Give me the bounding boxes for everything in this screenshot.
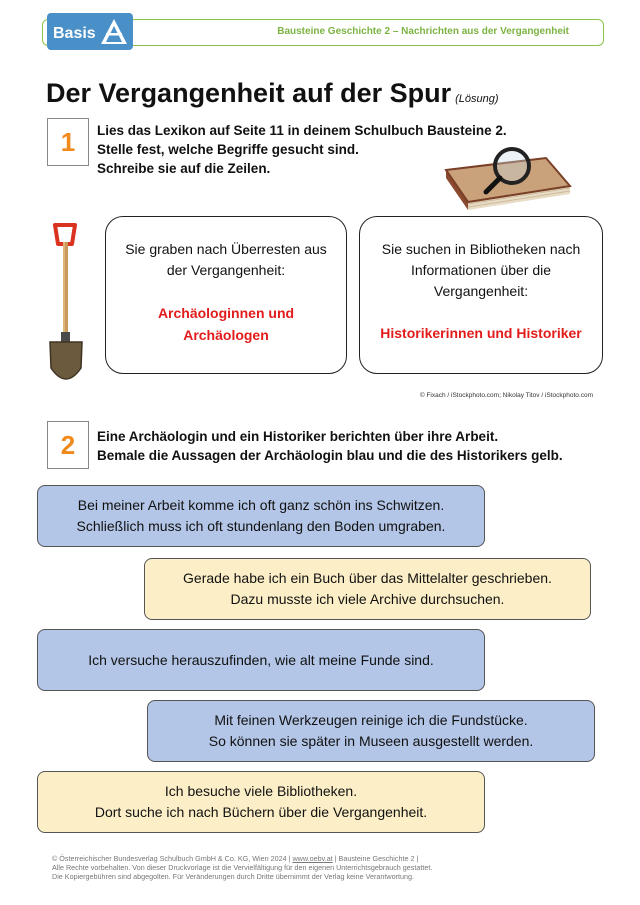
basis-logo [47, 13, 133, 50]
clue-line: Sie graben nach Überresten aus [125, 241, 327, 257]
footer-text: | Bausteine Geschichte 2 | [332, 854, 419, 863]
answer-line: Archäologen [183, 327, 269, 343]
series-title: Bausteine Geschichte 2 – Nachrichten aus der Vergangenheit [277, 26, 569, 37]
page-title [46, 78, 499, 109]
page-title-text: Der Vergangenheit auf der Spur [46, 78, 452, 108]
statement-line: Dort suche ich nach Büchern über die Vergangenheit. [94, 804, 428, 820]
statement-box [37, 485, 485, 547]
footer [52, 854, 432, 881]
footer-line-2: Alle Rechte vorbehalten. Von dieser Druckvorlage ist die Vervielfältigung für den eigenen Unterrichtsgebrauch gestattet. [52, 863, 433, 872]
task-1-line: Stelle fest, welche Begriffe gesucht sind. [97, 142, 359, 157]
task-1-line: Lies das Lexikon auf Seite 11 in deinem Schulbuch Bausteine 2. [97, 123, 507, 138]
page-subtitle: (Lösung) [455, 93, 499, 105]
statement-line: Bei meiner Arbeit komme ich oft ganz schön ins Schwitzen. [77, 497, 445, 513]
book-magnifier-icon [438, 140, 580, 212]
task-1-line: Schreibe sie auf die Zeilen. [97, 161, 271, 176]
footer-line-1 [52, 854, 432, 863]
statement-box [37, 771, 485, 833]
task-2-line: Bemale die Aussagen der Archäologin blau und die des Historikers gelb. [97, 448, 563, 463]
task-1-number: 1 [47, 118, 89, 166]
clue-line: Sie suchen in Bibliotheken nach [381, 241, 581, 257]
clue-line: Vergangenheit: [433, 283, 529, 299]
logo-text: Basis [53, 25, 96, 42]
clue-line: der Vergangenheit: [166, 262, 286, 278]
task-2-line: Eine Archäologin und ein Historiker berichten über ihre Arbeit. [97, 429, 499, 444]
statement-box [37, 629, 485, 691]
clue-card-archaeologists [105, 216, 347, 374]
image-credit: © Fixach / iStockphoto.com; Nikolay Titov / iStockphoto.com [419, 392, 593, 399]
shovel-icon [44, 222, 88, 388]
statement-line: So können sie später in Museen ausgestellt werden. [208, 733, 534, 749]
statement-box [147, 700, 595, 762]
statement-box [144, 558, 591, 620]
answer-line: Historikerinnen und Historiker [380, 325, 582, 341]
clue-card-historians [359, 216, 603, 374]
statement-line: Ich versuche herauszufinden, wie alt meine Funde sind. [88, 651, 434, 668]
task-2-number: 2 [47, 421, 89, 469]
footer-text: © Österreichischer Bundesverlag Schulbuch GmbH & Co. KG, Wien 2024 | [52, 854, 293, 863]
statement-line: Dazu musste ich viele Archive durchsuchen. [230, 591, 505, 607]
statement-line: Gerade habe ich ein Buch über das Mittelalter geschrieben. [183, 570, 552, 586]
answer-line: Archäologinnen und [157, 305, 295, 321]
basis-logo-icon [99, 17, 129, 47]
statement-line: Ich besuche viele Bibliotheken. [164, 783, 358, 799]
publisher-link[interactable]: www.oebv.at [292, 854, 333, 863]
footer-line-3: Die Kopiergebühren sind abgegolten. Für Veränderungen durch Dritte übernimmt der Verlag keine Verantwortung. [52, 872, 414, 881]
statement-line: Schließlich muss ich oft stundenlang den Boden umgraben. [76, 518, 446, 534]
clue-line: Informationen über die [410, 262, 552, 278]
statement-line: Mit feinen Werkzeugen reinige ich die Fundstücke. [214, 712, 528, 728]
